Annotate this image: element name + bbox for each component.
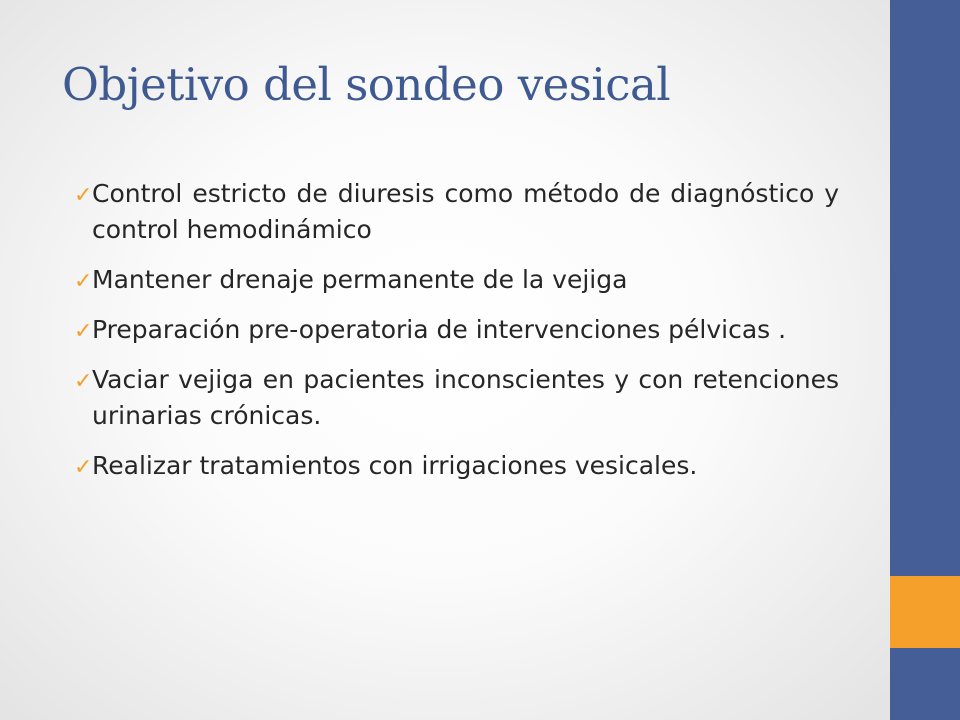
sidebar-bar-bottom [890,648,960,720]
bullet-item [74,176,839,248]
check-icon: ✓ [74,183,93,208]
sidebar-bar-top [890,0,960,576]
bullet-item [74,362,839,434]
sidebar-accent-block [890,576,960,648]
bullet-text: Preparación pre-operatoria de intervenciones pélvicas . [92,315,787,344]
bullet-text: Mantener drenaje permanente de la vejiga [92,265,628,294]
bullet-item [74,262,839,298]
bullet-item [74,312,839,348]
bullet-item [74,448,839,484]
bullet-text: Control estricto de diuresis como método de diagnóstico y control hemodinámico [92,179,839,244]
bullet-text: Realizar tratamientos con irrigaciones vesicales. [92,451,698,480]
bullet-text: Vaciar vejiga en pacientes inconscientes y con retenciones urinarias crónicas. [92,365,839,430]
bullet-list [74,176,839,498]
check-icon: ✓ [74,319,93,344]
check-icon: ✓ [74,455,93,480]
slide-title: Objetivo del sondeo vesical [62,58,671,111]
check-icon: ✓ [74,269,93,294]
check-icon: ✓ [74,369,93,394]
